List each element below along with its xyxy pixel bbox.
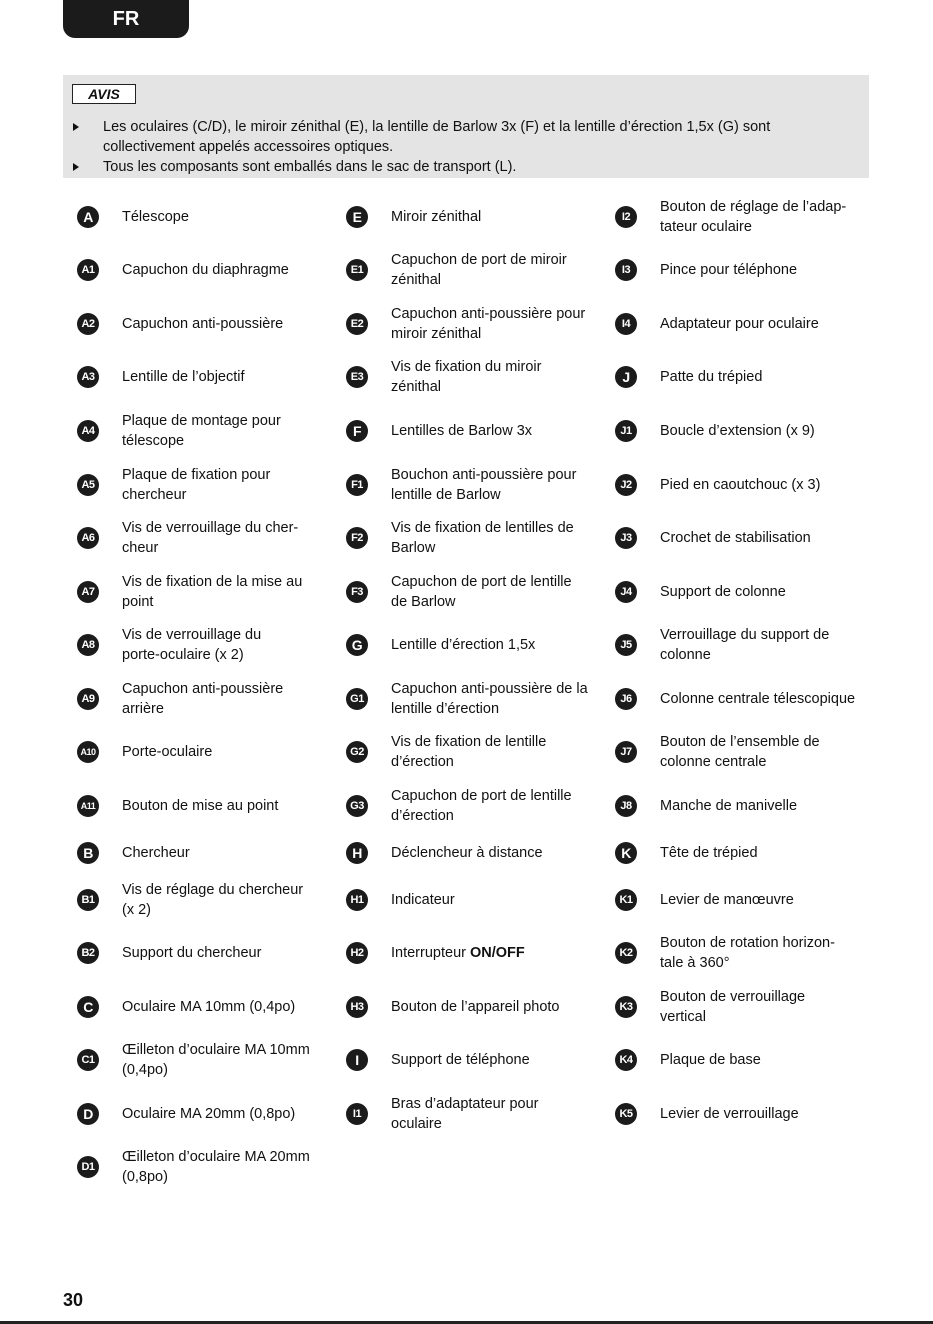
part-item-a9 [77, 679, 327, 719]
part-label-text: Manche de manivelle [660, 798, 798, 814]
part-code-badge: F [346, 420, 368, 442]
part-label-text: Vis de fixation de lentilles de Barlow [391, 520, 574, 556]
part-item-j2 [615, 465, 885, 505]
part-code-badge: K1 [615, 889, 637, 911]
part-item-i2 [615, 197, 885, 237]
part-label [122, 796, 278, 816]
part-label-text: Vis de verrouillage du porte-oculaire (x 2) [122, 627, 262, 663]
part-code-badge: B1 [77, 889, 99, 911]
part-item-k2 [615, 933, 885, 973]
part-label [391, 786, 572, 826]
part-code-badge: I2 [615, 206, 637, 228]
part-label-text: Plaque de fixation pour chercheur [122, 467, 271, 503]
page-number: 30 [63, 1290, 84, 1310]
part-label [122, 1040, 310, 1080]
part-label-text: Télescope [122, 209, 189, 225]
part-code-badge: J7 [615, 741, 637, 763]
part-item-j8 [615, 786, 885, 826]
part-code-badge: J2 [615, 474, 637, 496]
part-label-text: Boucle d’extension (x 9) [660, 423, 815, 439]
part-label-text: Capuchon anti-poussière [122, 316, 284, 332]
part-item-j1 [615, 411, 885, 451]
part-item-a3 [77, 357, 327, 397]
part-code-badge: A8 [77, 634, 99, 656]
part-label [391, 1050, 530, 1070]
part-code-badge: H1 [346, 889, 368, 911]
part-label-text: Pince pour téléphone [660, 262, 798, 278]
part-label [660, 260, 797, 280]
part-label-text: Vis de fixation de la mise au point [122, 574, 303, 610]
part-label [391, 732, 546, 772]
part-label-text: Lentille de l’objectif [122, 369, 245, 385]
part-label-text: Tête de trépied [660, 845, 758, 861]
part-label-text: Vis de réglage du chercheur (x 2) [122, 882, 304, 918]
part-label-text: Bouton de verrouillage vertical [660, 989, 806, 1025]
part-item-a5 [77, 465, 327, 505]
part-label [391, 518, 574, 558]
part-label [391, 890, 455, 910]
part-item-a [77, 197, 327, 237]
part-code-badge: H [346, 842, 368, 864]
part-item-k4 [615, 1040, 885, 1080]
part-item-h3 [346, 987, 596, 1027]
part-label [660, 367, 762, 387]
part-label [122, 367, 245, 387]
part-label [391, 421, 532, 441]
part-code-badge: A9 [77, 688, 99, 710]
part-label [122, 943, 261, 963]
part-label-text: Bouton de mise au point [122, 798, 279, 814]
part-label [122, 572, 302, 612]
part-label-text: Bouton de rotation horizon- tale à 360° [660, 935, 835, 971]
part-item-a8 [77, 625, 327, 665]
part-label [391, 304, 585, 344]
part-label [660, 933, 835, 973]
part-item-h2 [346, 933, 596, 973]
part-code-badge: I [346, 1049, 368, 1071]
part-label-text: Crochet de stabilisation [660, 530, 811, 546]
part-code-badge: A3 [77, 366, 99, 388]
part-item-k3 [615, 987, 885, 1027]
part-item-k [615, 833, 885, 873]
part-label-bold: ON/OFF [470, 945, 525, 961]
part-code-badge: J1 [615, 420, 637, 442]
part-item-b [77, 833, 327, 873]
part-code-badge: J4 [615, 581, 637, 603]
part-label-text: Support de téléphone [391, 1052, 530, 1068]
part-label-text: Lentille d’érection 1,5x [391, 637, 536, 653]
part-code-badge: J5 [615, 634, 637, 656]
part-label [122, 742, 212, 762]
part-code-badge: D [77, 1103, 99, 1125]
part-item-g1 [346, 679, 596, 719]
part-label [122, 997, 295, 1017]
part-code-badge: A11 [77, 795, 99, 817]
part-label-text: Capuchon de port de miroir zénithal [391, 252, 567, 288]
part-label [660, 625, 829, 665]
part-label [391, 679, 588, 719]
part-label-text: Pied en caoutchouc (x 3) [660, 477, 821, 493]
part-code-badge: K2 [615, 942, 637, 964]
part-item-i [346, 1040, 596, 1080]
part-code-badge: A [77, 206, 99, 228]
part-label [122, 411, 281, 451]
part-label [391, 207, 481, 227]
notice-tag: AVIS [72, 84, 136, 104]
part-code-badge: J6 [615, 688, 637, 710]
part-item-h1 [346, 880, 596, 920]
part-label-text: Bouton de l’ensemble de colonne centrale [660, 734, 820, 770]
part-item-a7 [77, 572, 327, 612]
part-label [660, 732, 820, 772]
part-code-badge: K [615, 842, 637, 864]
part-code-badge: A1 [77, 259, 99, 281]
part-label [391, 997, 560, 1017]
part-code-badge: G3 [346, 795, 368, 817]
part-label [660, 421, 815, 441]
part-label [391, 357, 541, 397]
part-label [660, 528, 811, 548]
part-code-badge: G1 [346, 688, 368, 710]
part-item-a11 [77, 786, 327, 826]
part-label-text: Plaque de base [660, 1052, 761, 1068]
part-label-text: Bras d’adaptateur pour oculaire [391, 1096, 539, 1132]
part-item-f1 [346, 465, 596, 505]
part-code-badge: H3 [346, 996, 368, 1018]
part-code-badge: F3 [346, 581, 368, 603]
part-item-h [346, 833, 596, 873]
part-label [122, 465, 270, 505]
part-item-j4 [615, 572, 885, 612]
part-item-d1 [77, 1147, 327, 1187]
part-label-text: Vis de fixation du miroir zénithal [391, 359, 542, 395]
part-code-badge: K3 [615, 996, 637, 1018]
part-code-badge: I4 [615, 313, 637, 335]
part-label-text: Indicateur [391, 892, 455, 908]
part-label-text: Capuchon de port de lentille d’érection [391, 788, 572, 824]
part-item-i1 [346, 1094, 596, 1134]
part-label-text: Capuchon anti-poussière arrière [122, 681, 284, 717]
part-code-badge: K5 [615, 1103, 637, 1125]
part-code-badge: E2 [346, 313, 368, 335]
part-item-j6 [615, 679, 885, 719]
part-item-i3 [615, 250, 885, 290]
part-label [391, 943, 525, 963]
part-label-text: Patte du trépied [660, 369, 763, 385]
part-code-badge: C [77, 996, 99, 1018]
part-label-text: Verrouillage du support de colonne [660, 627, 830, 663]
part-label [122, 314, 283, 334]
part-item-j3 [615, 518, 885, 558]
part-item-a1 [77, 250, 327, 290]
part-label [660, 843, 758, 863]
part-label [660, 582, 786, 602]
part-item-g2 [346, 732, 596, 772]
part-label-text: Miroir zénithal [391, 209, 482, 225]
part-label-text: Support de colonne [660, 584, 786, 600]
part-label [122, 518, 298, 558]
part-label-text: Levier de manœuvre [660, 892, 794, 908]
part-label [391, 465, 576, 505]
part-item-a10 [77, 732, 327, 772]
part-item-b2 [77, 933, 327, 973]
part-label-text: Adaptateur pour oculaire [660, 316, 819, 332]
part-label [122, 679, 283, 719]
part-code-badge: H2 [346, 942, 368, 964]
part-label-text: Vis de verrouillage du cher- cheur [122, 520, 299, 556]
part-label-text: Bouchon anti-poussière pour lentille de Barlow [391, 467, 577, 503]
part-item-f [346, 411, 596, 451]
part-item-a6 [77, 518, 327, 558]
part-item-f3 [346, 572, 596, 612]
part-item-e3 [346, 357, 596, 397]
part-code-badge: A2 [77, 313, 99, 335]
part-item-a2 [77, 304, 327, 344]
part-label [122, 880, 303, 920]
part-label [122, 625, 261, 665]
part-item-a4 [77, 411, 327, 451]
part-label [660, 987, 805, 1027]
part-code-badge: I3 [615, 259, 637, 281]
part-code-badge: A5 [77, 474, 99, 496]
part-item-j5 [615, 625, 885, 665]
part-label [660, 890, 794, 910]
part-item-k1 [615, 880, 885, 920]
part-item-j7 [615, 732, 885, 772]
part-item-g [346, 625, 596, 665]
part-label-text: Déclencheur à distance [391, 845, 543, 861]
part-code-badge: I1 [346, 1103, 368, 1125]
part-label-text: Capuchon de port de lentille de Barlow [391, 574, 572, 610]
part-label-text: Capuchon du diaphragme [122, 262, 289, 278]
part-label-text: Plaque de montage pour télescope [122, 413, 281, 449]
part-label-text: Interrupteur [391, 945, 470, 961]
part-label [660, 1050, 761, 1070]
part-label [660, 197, 846, 237]
part-label [660, 1104, 799, 1124]
part-code-badge: A6 [77, 527, 99, 549]
part-item-j [615, 357, 885, 397]
part-code-badge: F2 [346, 527, 368, 549]
part-code-badge: C1 [77, 1049, 99, 1071]
part-code-badge: J [615, 366, 637, 388]
part-label-text: Colonne centrale télescopique [660, 691, 856, 707]
part-label [122, 1147, 310, 1187]
part-label-text: Bouton de réglage de l’adap- tateur oculaire [660, 199, 847, 235]
part-code-badge: E1 [346, 259, 368, 281]
part-label [391, 572, 572, 612]
part-label-text: Capuchon anti-poussière pour miroir zénithal [391, 306, 586, 342]
part-label-text: Capuchon anti-poussière de la lentille d’érection [391, 681, 588, 717]
part-item-i4 [615, 304, 885, 344]
part-label [391, 635, 535, 655]
part-code-badge: A10 [77, 741, 99, 763]
part-item-b1 [77, 880, 327, 920]
part-code-badge: J3 [615, 527, 637, 549]
part-label-text: Levier de verrouillage [660, 1106, 799, 1122]
part-label [660, 689, 855, 709]
part-label [122, 260, 289, 280]
part-label-text: Chercheur [122, 845, 190, 861]
part-item-f2 [346, 518, 596, 558]
part-label [660, 475, 820, 495]
part-label [122, 207, 189, 227]
part-label [660, 796, 797, 816]
part-code-badge: G [346, 634, 368, 656]
part-label [122, 843, 190, 863]
part-label-text: Vis de fixation de lentille d’érection [391, 734, 547, 770]
part-code-badge: A4 [77, 420, 99, 442]
part-code-badge: G2 [346, 741, 368, 763]
notice-text: Tous les composants sont emballés dans le sac de transport (L). [103, 159, 517, 175]
part-item-e2 [346, 304, 596, 344]
part-code-badge: E3 [346, 366, 368, 388]
part-code-badge: B [77, 842, 99, 864]
part-label-text: Œilleton d’oculaire MA 10mm (0,4po) [122, 1042, 310, 1078]
part-label-text: Porte-oculaire [122, 744, 213, 760]
part-label [660, 314, 819, 334]
part-code-badge: E [346, 206, 368, 228]
part-code-badge: F1 [346, 474, 368, 496]
part-label-text: Lentilles de Barlow 3x [391, 423, 533, 439]
part-code-badge: A7 [77, 581, 99, 603]
part-label-text: Bouton de l’appareil photo [391, 999, 560, 1015]
notice-text: Les oculaires (C/D), le miroir zénithal (E), la lentille de Barlow 3x (F) et la lentille d’érection 1,5x (G) sont collectivement appelés accessoires optiques. [103, 119, 771, 155]
part-item-d [77, 1094, 327, 1134]
part-item-e1 [346, 250, 596, 290]
part-label [122, 1104, 295, 1124]
part-item-e [346, 197, 596, 237]
part-label [391, 843, 543, 863]
part-code-badge: K4 [615, 1049, 637, 1071]
part-label-text: Oculaire MA 10mm (0,4po) [122, 999, 296, 1015]
part-item-c [77, 987, 327, 1027]
part-item-g3 [346, 786, 596, 826]
part-code-badge: B2 [77, 942, 99, 964]
part-item-k5 [615, 1094, 885, 1134]
part-label-text: Support du chercheur [122, 945, 262, 961]
part-label-text: Oculaire MA 20mm (0,8po) [122, 1106, 296, 1122]
part-item-c1 [77, 1040, 327, 1080]
part-label [391, 250, 567, 290]
part-code-badge: J8 [615, 795, 637, 817]
part-code-badge: D1 [77, 1156, 99, 1178]
part-label [391, 1094, 539, 1134]
language-label: FR [112, 7, 140, 30]
part-label-text: Œilleton d’oculaire MA 20mm (0,8po) [122, 1149, 310, 1185]
